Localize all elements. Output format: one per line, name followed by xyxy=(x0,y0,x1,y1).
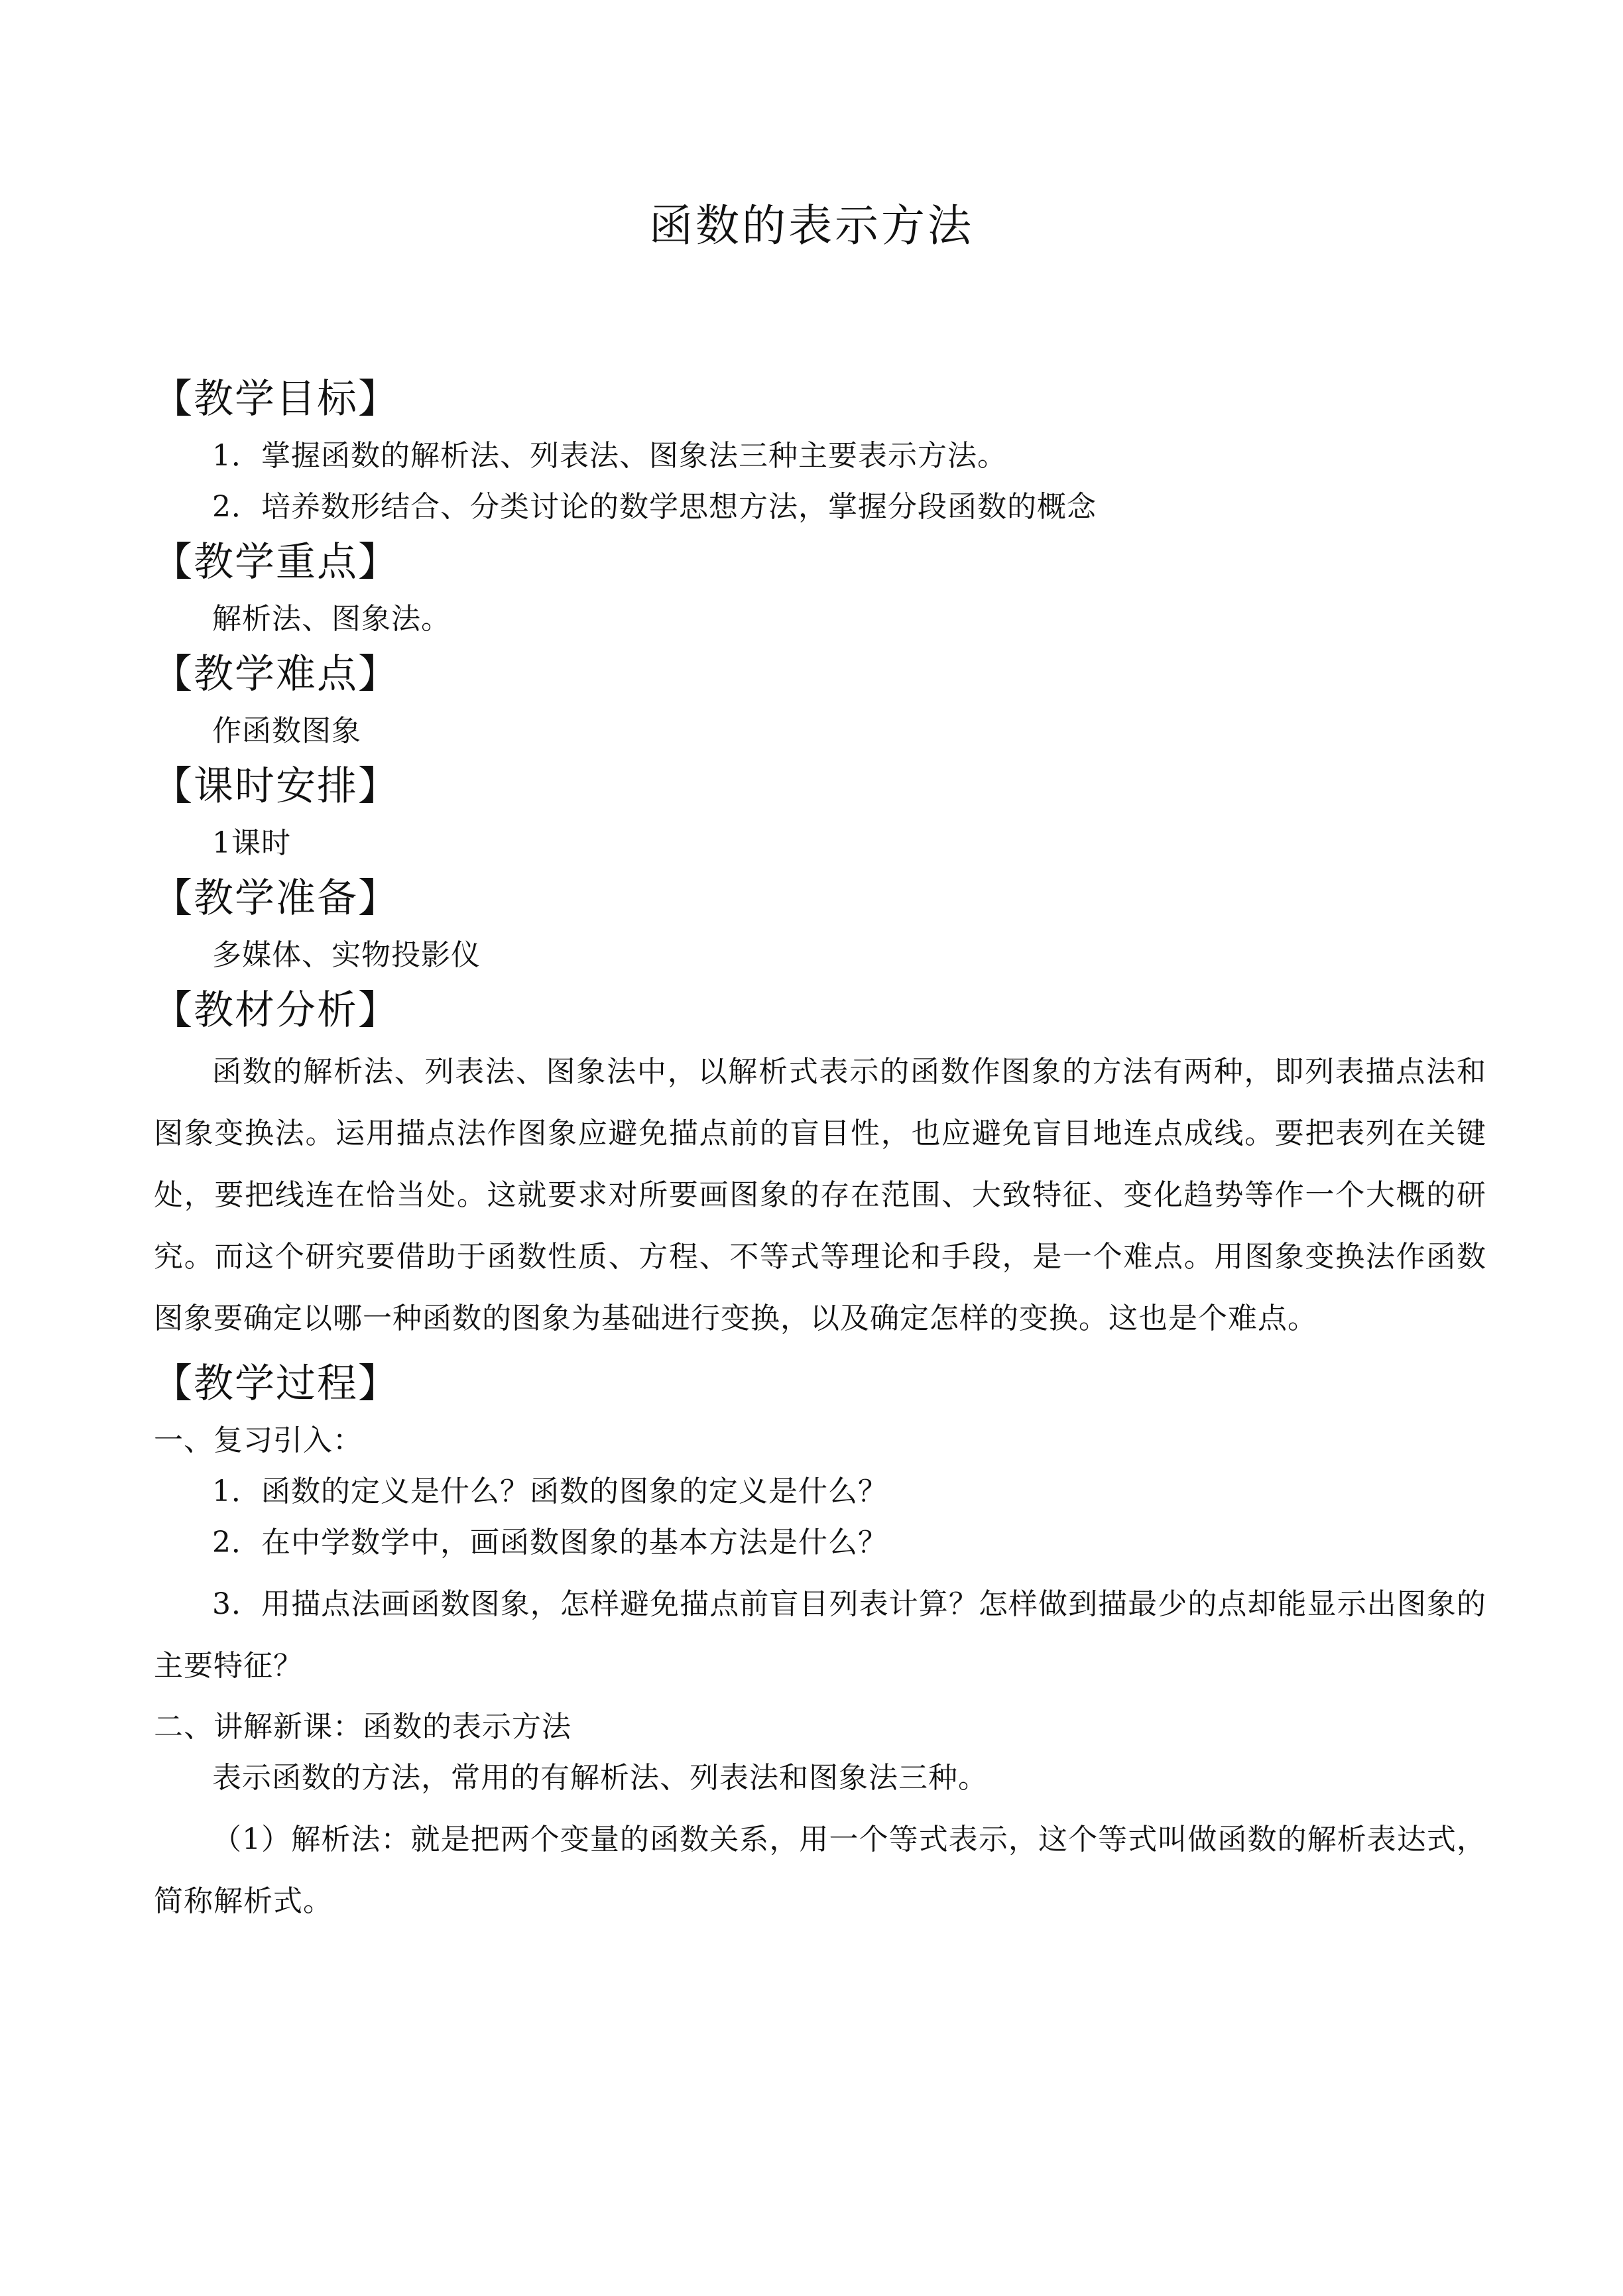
page-title: 函数的表示方法 xyxy=(649,200,974,251)
new-lesson-intro: 表示函数的方法，常用的有解析法、列表法和图象法三种。 xyxy=(212,1761,988,1795)
new-lesson-title: 二、讲解新课：函数的表示方法 xyxy=(154,1710,571,1744)
goal-item-2: 2．培养数形结合、分类讨论的数学思想方法，掌握分段函数的概念 xyxy=(212,490,1097,524)
heading-material-analysis: 【教材分析】 xyxy=(152,987,399,1034)
heading-preparation: 【教学准备】 xyxy=(152,875,399,922)
material-analysis-text: 函数的解析法、列表法、图象法中，以解析式表示的函数作图象的方法有两种，即列表描点法和图象变换法。运用描点法作图象应避免描点前的盲目性，也应避免盲目地连点成线。要把表列在关键处，要把线连在恰当处。这就要求对所要画图象的存在范围、大致特征、变化趋势等作一个大概的研究。而这个研究要借助于函数性质、方程、不等式等理论和手段，是一个难点。用图象变换法作函数图象要确定以哪一种函数的图象为基础进行变换，以及确定怎样的变换。这也是个难点。 xyxy=(154,1055,1486,1335)
review-title: 一、复习引入： xyxy=(154,1423,363,1457)
schedule-text: 1课时 xyxy=(212,826,291,860)
document-body xyxy=(154,373,1486,1932)
heading-teaching-process: 【教学过程】 xyxy=(152,1360,399,1407)
heading-key-points: 【教学重点】 xyxy=(152,539,399,585)
review-item-1: 1．函数的定义是什么？函数的图象的定义是什么？ xyxy=(212,1475,888,1508)
preparation-text: 多媒体、实物投影仪 xyxy=(212,938,481,972)
review-item-3: 3．用描点法画函数图象，怎样避免描点前盲目列表计算？怎样做到描最少的点却能显示出图象的主要特征？ xyxy=(154,1587,1486,1683)
goal-item-1: 1．掌握函数的解析法、列表法、图象法三种主要表示方法。 xyxy=(212,439,1007,473)
key-points-text: 解析法、图象法。 xyxy=(212,602,451,636)
heading-difficulties: 【教学难点】 xyxy=(152,651,399,697)
difficulties-text: 作函数图象 xyxy=(212,714,361,748)
heading-schedule: 【课时安排】 xyxy=(152,763,399,810)
analytic-method-text: （1）解析法：就是把两个变量的函数关系，用一个等式表示，这个等式叫做函数的解析表达式，简称解析式。 xyxy=(154,1823,1486,1918)
heading-teaching-goals: 【教学目标】 xyxy=(152,376,399,422)
review-item-2: 2．在中学数学中，画函数图象的基本方法是什么？ xyxy=(212,1526,888,1559)
